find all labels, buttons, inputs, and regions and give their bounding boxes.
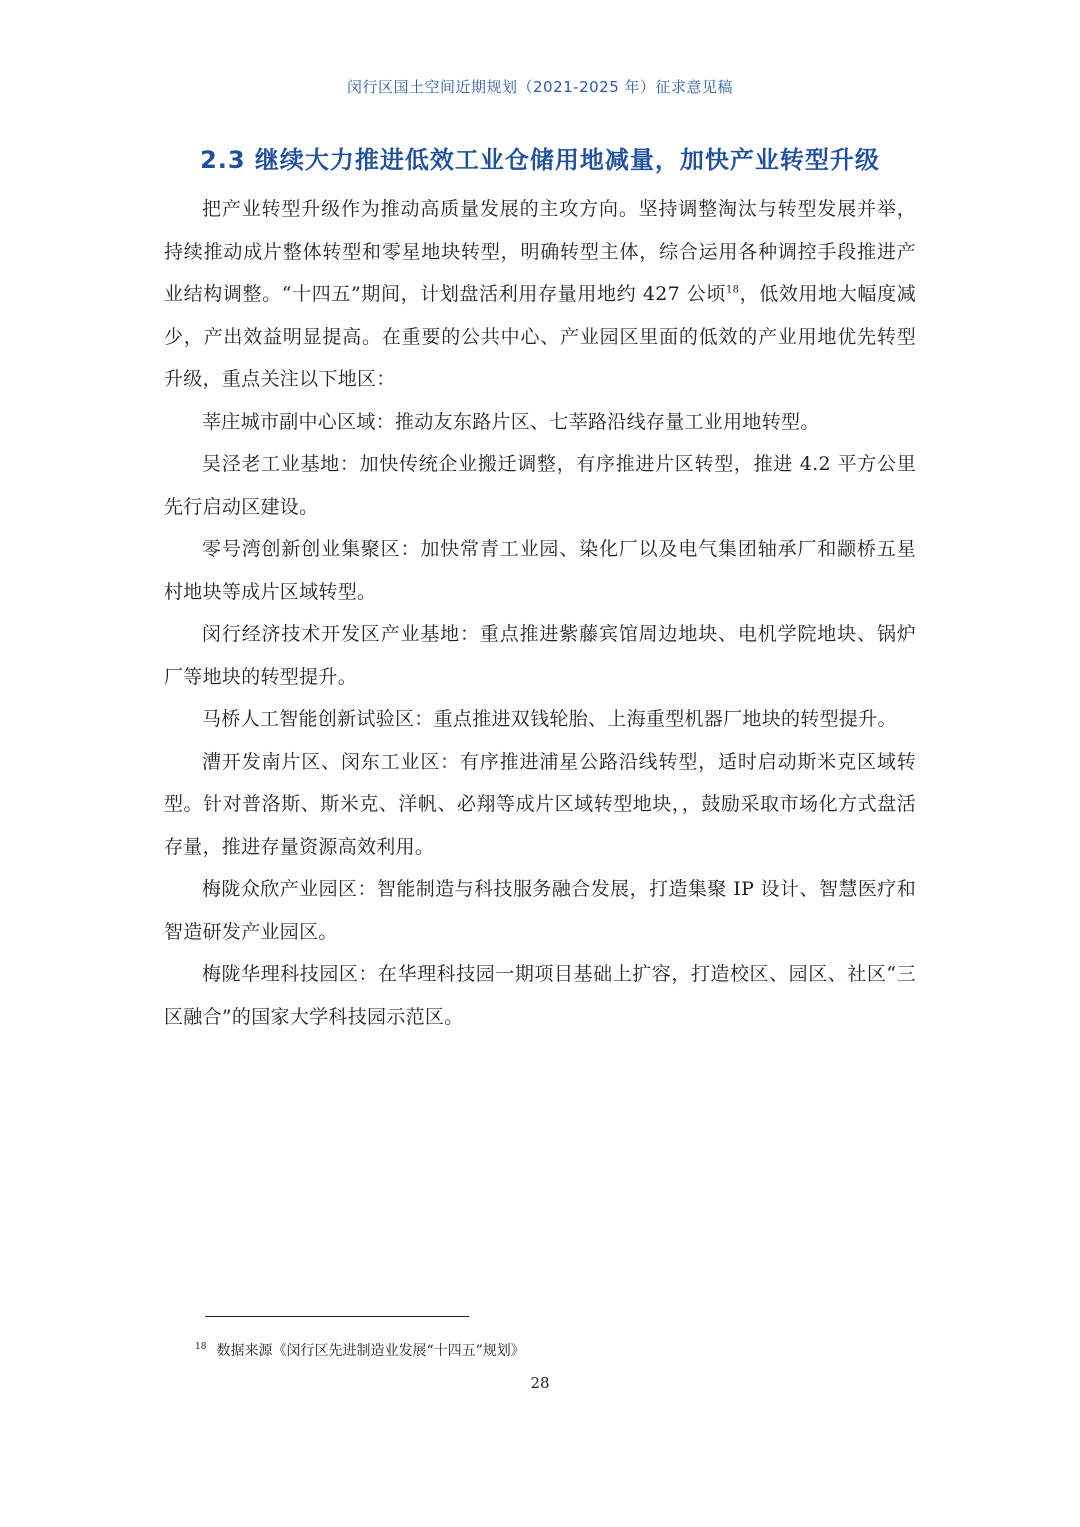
area-paragraph-caokaifa-mindong: 漕开发南片区、闵东工业区：有序推进浦星公路沿线转型，适时启动斯米克区域转型。针对普洛斯、斯米克、洋帆、必翔等成片区域转型地块，，鼓励采取市场化方式盘活存量，推进存量资源高效利用。 [164, 750, 916, 858]
footnote-text: 数据来源《闵行区先进制造业发展“十四五”规划》 [216, 1343, 525, 1359]
section-title: 2.3 继续大力推进低效工业仓储用地减量，加快产业转型升级 [200, 146, 880, 174]
footnote-reference: 18 [725, 284, 740, 296]
area-paragraph-xinzhuang: 莘庄城市副中心区域：推动友东路片区、七莘路沿线存量工业用地转型。 [202, 410, 820, 433]
body-text [164, 188, 916, 1038]
area-paragraph-maqiao: 马桥人工智能创新试验区：重点推进双钱轮胎、上海重型机器厂地块的转型提升。 [202, 708, 897, 730]
area-paragraph-meilong-zhongxin: 梅陇众欣产业园区：智能制造与科技服务融合发展，打造集聚 IP 设计、智慧医疗和智造研发产业园区。 [164, 878, 916, 943]
page-number: 28 [530, 1374, 550, 1392]
footnote-divider [205, 1316, 469, 1317]
area-paragraph-linghaowan: 零号湾创新创业集聚区：加快常青工业园、染化厂以及电气集团轴承厂和颛桥五星村地块等成片区域转型。 [164, 538, 916, 603]
intro-text-part2: ，低效用地大幅度减少，产出效益明显提高。在重要的公共中心、产业园区里面的低效的产业用地优先转型升级，重点关注以下地区： [164, 283, 916, 390]
running-header: 闵行区国土空间近期规划（2021-2025 年）征求意见稿 [346, 78, 734, 96]
area-paragraph-minhang-etdz: 闵行经济技术开发区产业基地：重点推进紫藤宾馆周边地块、电机学院地块、锅炉厂等地块的转型提升。 [164, 623, 916, 688]
intro-text-part1: 把产业转型升级作为推动高质量发展的主攻方向。坚持调整淘汰与转型发展并举，持续推动成片整体转型和零星地块转型，明确转型主体，综合运用各种调控手段推进产业结构调整。“十四五”期间，计划盘活利用存量用地约 427 公顷 [164, 198, 916, 305]
area-paragraph-meilong-huali: 梅陇华理科技园区：在华理科技园一期项目基础上扩容，打造校区、园区、社区“三区融合”的国家大学科技园示范区。 [164, 963, 916, 1028]
intro-paragraph [164, 188, 916, 401]
footnote-number: 18 [195, 1342, 207, 1353]
footnote [195, 1340, 525, 1360]
area-paragraph-wujing: 吴泾老工业基地：加快传统企业搬迁调整，有序推进片区转型，推进 4.2 平方公里先行启动区建设。 [164, 453, 916, 518]
